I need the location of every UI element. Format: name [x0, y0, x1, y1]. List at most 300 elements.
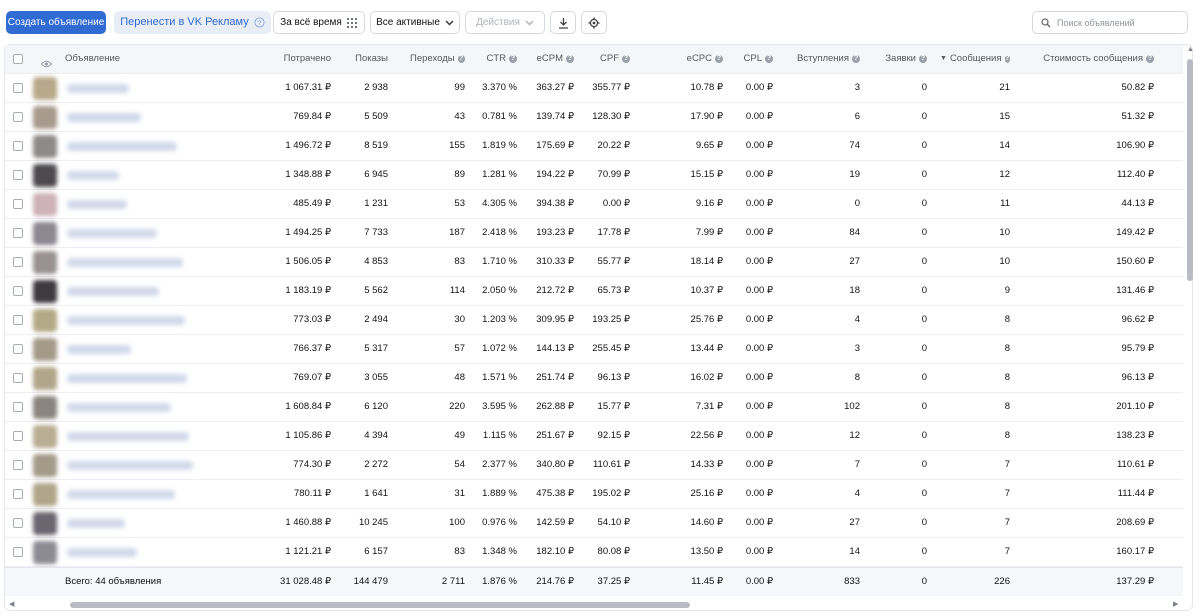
header-label: Объявление — [65, 53, 121, 64]
cell-col-ecpm: 394.38 ₽ — [536, 198, 574, 209]
ad-name-blurred[interactable] — [67, 548, 137, 557]
cell-col-impressions: 2 938 — [364, 82, 388, 93]
cell-col-messages: 14 — [999, 140, 1010, 151]
row-checkbox[interactable] — [13, 460, 23, 470]
cell-col-clicks: 57 — [454, 343, 465, 354]
cell-col-ctr: 2.050 % — [482, 285, 517, 296]
cell-col-messages: 7 — [1004, 546, 1010, 557]
download-icon — [558, 17, 569, 29]
scroll-right-arrow[interactable]: ▶ — [1173, 601, 1179, 608]
ad-thumbnail — [33, 106, 57, 129]
cell-col-impressions: 6 157 — [364, 546, 388, 557]
cell-col-ctr: 3.370 % — [482, 82, 517, 93]
cell-col-message-cost: 160.17 ₽ — [1116, 546, 1154, 557]
header-label: CPF — [600, 53, 619, 64]
svg-text:?: ? — [257, 19, 262, 27]
cell-col-cpl: 0.00 ₽ — [745, 169, 773, 180]
table-row[interactable] — [5, 219, 1183, 248]
help-icon[interactable]: ? — [920, 55, 926, 62]
ad-thumbnail — [33, 367, 57, 390]
cell-col-cpl: 0.00 ₽ — [745, 488, 773, 499]
row-checkbox[interactable] — [13, 315, 23, 325]
cell-col-ctr: 2.377 % — [482, 459, 517, 470]
ad-thumbnail — [33, 512, 57, 535]
cell-col-ecpc: 17.90 ₽ — [690, 111, 723, 122]
cell-col-cpf: 195.02 ₽ — [592, 488, 630, 499]
cell-col-cpl: 0.00 ₽ — [745, 401, 773, 412]
cell-col-message-cost: 138.23 ₽ — [1116, 430, 1154, 441]
cell-col-message-cost: 96.13 ₽ — [1121, 372, 1154, 383]
row-checkbox[interactable] — [13, 199, 23, 209]
footer-col-joins: 833 — [844, 576, 860, 587]
cell-col-impressions: 5 562 — [364, 285, 388, 296]
cell-col-joins: 0 — [854, 198, 860, 209]
table-row[interactable] — [5, 393, 1183, 422]
cell-col-ecpc: 25.16 ₽ — [690, 488, 723, 499]
move-to-vk-ads-label: Перенести в VK Рекламу — [120, 16, 249, 28]
cell-col-cpl: 0.00 ₽ — [745, 140, 773, 151]
help-circle-icon — [254, 17, 265, 28]
cell-col-ecpm: 212.72 ₽ — [536, 285, 574, 296]
cell-col-spent: 1 494.25 ₽ — [285, 227, 331, 238]
vertical-scrollbar[interactable] — [1187, 46, 1194, 608]
cell-col-cpf: 193.25 ₽ — [592, 314, 630, 325]
cell-col-messages: 10 — [999, 256, 1010, 267]
ad-thumbnail — [33, 454, 57, 477]
cell-col-ecpm: 262.88 ₽ — [536, 401, 574, 412]
footer-total-label: Всего: 44 объявления — [65, 576, 162, 587]
ad-thumbnail — [33, 338, 57, 361]
cell-col-clicks: 31 — [454, 488, 465, 499]
chevron-down-icon — [445, 20, 454, 26]
ad-thumbnail — [33, 222, 57, 245]
toolbar — [6, 11, 1196, 34]
status-filter-label: Все активные — [376, 17, 440, 28]
cell-col-ctr: 1.819 % — [482, 140, 517, 151]
ad-thumbnail — [33, 135, 57, 158]
cell-col-messages: 15 — [999, 111, 1010, 122]
cell-col-cpl: 0.00 ₽ — [745, 459, 773, 470]
table-row[interactable] — [5, 509, 1183, 538]
cell-col-ecpc: 22.56 ₽ — [690, 430, 723, 441]
ad-thumbnail — [33, 483, 57, 506]
header-col-message-cost[interactable] — [1040, 45, 1154, 73]
ad-name-blurred[interactable] — [67, 461, 193, 470]
actions-label: Действия — [476, 17, 520, 28]
search-icon — [1041, 18, 1051, 28]
search-box[interactable] — [1032, 11, 1188, 34]
cell-col-joins: 7 — [854, 459, 860, 470]
cell-col-message-cost: 150.60 ₽ — [1116, 256, 1154, 267]
cell-col-applications: 0 — [921, 256, 927, 267]
footer-col-applications: 0 — [921, 576, 927, 587]
cell-col-impressions: 2 272 — [364, 459, 388, 470]
cell-col-clicks: 54 — [454, 459, 465, 470]
cell-col-cpl: 0.00 ₽ — [745, 256, 773, 267]
footer-col-cpl: 0.00 ₽ — [745, 576, 773, 587]
header-col-clicks[interactable] — [410, 45, 465, 73]
ad-name-blurred[interactable] — [67, 171, 119, 180]
cell-col-messages: 8 — [1004, 430, 1010, 441]
cell-col-messages: 7 — [1004, 488, 1010, 499]
row-checkbox[interactable] — [13, 547, 23, 557]
cell-col-joins: 3 — [854, 82, 860, 93]
cell-col-ecpc: 14.33 ₽ — [690, 459, 723, 470]
cell-col-spent: 769.84 ₽ — [293, 111, 331, 122]
header-col-messages[interactable] — [940, 45, 1010, 73]
ad-thumbnail — [33, 193, 57, 216]
actions-dropdown[interactable] — [465, 11, 545, 34]
footer-col-message-cost: 137.29 ₽ — [1116, 576, 1154, 587]
cell-col-ctr: 4.305 % — [482, 198, 517, 209]
cell-col-ecpc: 16.02 ₽ — [690, 372, 723, 383]
create-ad-label: Создать объявление — [7, 17, 105, 28]
cell-col-messages: 7 — [1004, 517, 1010, 528]
ad-name-blurred[interactable] — [67, 84, 129, 93]
header-col-impressions[interactable] — [338, 45, 388, 73]
ad-thumbnail — [33, 164, 57, 187]
table-row[interactable] — [5, 364, 1183, 393]
cell-col-ecpm: 142.59 ₽ — [536, 517, 574, 528]
search-input[interactable] — [1057, 18, 1177, 28]
cell-col-spent: 780.11 ₽ — [293, 488, 331, 499]
cell-col-message-cost: 112.40 ₽ — [1116, 169, 1154, 180]
row-checkbox[interactable] — [13, 373, 23, 383]
header-col-ecpc[interactable] — [675, 45, 723, 73]
cell-col-spent: 766.37 ₽ — [293, 343, 331, 354]
horizontal-scroll-thumb[interactable] — [70, 602, 690, 608]
status-filter-select[interactable] — [370, 11, 460, 34]
cell-col-cpl: 0.00 ₽ — [745, 430, 773, 441]
cell-col-cpl: 0.00 ₽ — [745, 285, 773, 296]
cell-col-ctr: 0.781 % — [482, 111, 517, 122]
cell-col-spent: 1 496.72 ₽ — [285, 140, 331, 151]
cell-col-applications: 0 — [921, 169, 927, 180]
cell-col-spent: 1 608.84 ₽ — [285, 401, 331, 412]
cell-col-joins: 74 — [849, 140, 860, 151]
cell-col-impressions: 1 641 — [364, 488, 388, 499]
cell-col-messages: 9 — [1004, 285, 1010, 296]
ad-thumbnail — [33, 309, 57, 332]
sort-desc-icon[interactable]: ▼ — [940, 55, 947, 62]
cell-col-clicks: 49 — [454, 430, 465, 441]
cell-col-message-cost: 44.13 ₽ — [1121, 198, 1154, 209]
help-icon[interactable]: ? — [716, 55, 722, 62]
grid-icon — [347, 18, 358, 28]
table-row[interactable] — [5, 538, 1183, 567]
help-icon[interactable]: ? — [567, 55, 573, 62]
help-icon[interactable]: ? — [459, 55, 464, 62]
footer-col-ecpc: 11.45 ₽ — [691, 576, 723, 587]
cell-col-applications: 0 — [921, 488, 927, 499]
table-row[interactable] — [5, 74, 1183, 103]
cell-col-cpl: 0.00 ₽ — [745, 314, 773, 325]
cell-col-messages: 8 — [1004, 401, 1010, 412]
cell-col-cpl: 0.00 ₽ — [745, 82, 773, 93]
cell-col-cpf: 54.10 ₽ — [597, 517, 630, 528]
cell-col-messages: 11 — [1000, 198, 1010, 209]
table-row[interactable] — [5, 103, 1183, 132]
ad-thumbnail — [33, 251, 57, 274]
ad-name-blurred[interactable] — [67, 374, 187, 383]
cell-col-impressions: 8 519 — [364, 140, 388, 151]
cell-col-clicks: 30 — [454, 314, 465, 325]
footer-col-ctr: 1.876 % — [482, 576, 517, 587]
download-button[interactable] — [550, 11, 576, 34]
cell-col-impressions: 1 231 — [364, 198, 388, 209]
cell-col-cpf: 255.45 ₽ — [592, 343, 630, 354]
cell-col-spent: 485.49 ₽ — [293, 198, 331, 209]
cell-col-clicks: 220 — [449, 401, 465, 412]
cell-col-ctr: 1.710 % — [482, 256, 517, 267]
cell-col-cpf: 65.73 ₽ — [597, 285, 630, 296]
header-col-joins[interactable] — [795, 45, 860, 73]
vertical-scroll-thumb[interactable] — [1187, 59, 1193, 281]
cell-col-applications: 0 — [921, 372, 927, 383]
cell-col-messages: 21 — [999, 82, 1010, 93]
row-checkbox[interactable] — [13, 170, 23, 180]
cell-col-ecpc: 13.50 ₽ — [690, 546, 723, 557]
row-checkbox[interactable] — [13, 489, 23, 499]
cell-col-ecpc: 7.99 ₽ — [695, 227, 723, 238]
cell-col-impressions: 5 509 — [364, 111, 388, 122]
cell-col-joins: 84 — [849, 227, 860, 238]
cell-col-ecpm: 363.27 ₽ — [536, 82, 574, 93]
header-label: CTR — [486, 53, 506, 64]
cell-col-cpf: 96.13 ₽ — [597, 372, 630, 383]
header-label: CPL — [743, 53, 762, 64]
cell-col-messages: 7 — [1004, 459, 1010, 470]
cell-col-ecpc: 13.44 ₽ — [690, 343, 723, 354]
footer-col-ecpm: 214.76 ₽ — [536, 576, 574, 587]
cell-col-impressions: 4 853 — [364, 256, 388, 267]
header-col-ecpm[interactable] — [520, 45, 574, 73]
cell-col-clicks: 83 — [454, 256, 465, 267]
cell-col-ecpm: 475.38 ₽ — [536, 488, 574, 499]
cell-col-clicks: 89 — [454, 169, 465, 180]
cell-col-joins: 19 — [849, 169, 860, 180]
cell-col-impressions: 5 317 — [364, 343, 388, 354]
move-to-vk-ads-button[interactable] — [114, 11, 271, 34]
cell-col-impressions: 6 120 — [364, 401, 388, 412]
header-col-cpf[interactable] — [580, 45, 630, 73]
cell-col-cpl: 0.00 ₽ — [745, 517, 773, 528]
cell-col-message-cost: 110.61 ₽ — [1116, 459, 1154, 470]
header-label: Сообщения — [949, 53, 1002, 64]
cell-col-applications: 0 — [921, 314, 927, 325]
ad-name-blurred[interactable] — [67, 200, 127, 209]
cell-col-joins: 4 — [854, 488, 860, 499]
help-icon[interactable]: ? — [1005, 55, 1010, 62]
cell-col-messages: 12 — [999, 169, 1010, 180]
create-ad-button[interactable] — [6, 11, 106, 34]
help-icon[interactable]: ? — [623, 55, 629, 62]
cell-col-messages: 10 — [999, 227, 1010, 238]
cell-col-message-cost: 208.69 ₽ — [1116, 517, 1154, 528]
cell-col-ecpm: 309.95 ₽ — [536, 314, 574, 325]
cell-col-clicks: 83 — [454, 546, 465, 557]
ad-name-blurred[interactable] — [67, 490, 175, 499]
row-checkbox[interactable] — [13, 344, 23, 354]
cell-col-ecpc: 7.31 ₽ — [695, 401, 723, 412]
cell-col-joins: 27 — [849, 256, 860, 267]
cell-col-message-cost: 95.79 ₽ — [1121, 343, 1154, 354]
row-checkbox[interactable] — [13, 112, 23, 122]
cell-col-spent: 773.03 ₽ — [293, 314, 331, 325]
ad-thumbnail — [33, 280, 57, 303]
select-all-checkbox[interactable] — [13, 54, 23, 64]
table-row[interactable] — [5, 480, 1183, 509]
cell-col-applications: 0 — [921, 285, 927, 296]
help-icon[interactable]: ? — [853, 55, 859, 62]
cell-col-cpf: 15.77 ₽ — [597, 401, 630, 412]
header-label: Заявки — [885, 53, 916, 64]
footer-col-messages: 226 — [994, 576, 1010, 587]
ad-name-blurred[interactable] — [67, 287, 159, 296]
table-row[interactable] — [5, 161, 1183, 190]
header-col-applications[interactable] — [875, 45, 927, 73]
header-col-ad[interactable] — [65, 45, 205, 73]
cell-col-cpf: 92.15 ₽ — [597, 430, 630, 441]
table-row[interactable] — [5, 277, 1183, 306]
scroll-left-arrow[interactable]: ◀ — [9, 601, 15, 608]
cell-col-impressions: 6 945 — [364, 169, 388, 180]
help-icon[interactable]: ? — [510, 55, 516, 62]
footer-col-clicks: 2 711 — [441, 576, 465, 587]
cell-col-spent: 1 183.19 ₽ — [285, 285, 331, 296]
cell-col-cpf: 110.61 ₽ — [592, 459, 630, 470]
table-row[interactable] — [5, 248, 1183, 277]
cell-col-cpl: 0.00 ₽ — [745, 227, 773, 238]
cell-col-cpf: 80.08 ₽ — [597, 546, 630, 557]
table-row[interactable] — [5, 451, 1183, 480]
cell-col-ecpm: 182.10 ₽ — [536, 546, 574, 557]
row-checkbox[interactable] — [13, 402, 23, 412]
cell-col-spent: 1 506.05 ₽ — [285, 256, 331, 267]
cell-col-impressions: 3 055 — [364, 372, 388, 383]
row-checkbox[interactable] — [13, 518, 23, 528]
cell-col-spent: 1 121.21 ₽ — [285, 546, 331, 557]
ad-name-blurred[interactable] — [67, 113, 141, 122]
cell-col-cpf: 70.99 ₽ — [597, 169, 630, 180]
cell-col-spent: 1 460.88 ₽ — [285, 517, 331, 528]
cell-col-ecpm: 194.22 ₽ — [536, 169, 574, 180]
table-row[interactable] — [5, 306, 1183, 335]
cell-col-cpl: 0.00 ₽ — [745, 343, 773, 354]
cell-col-ctr: 1.115 % — [482, 430, 517, 441]
table-row[interactable] — [5, 190, 1183, 219]
cell-col-joins: 8 — [854, 372, 860, 383]
period-label: За всё время — [280, 17, 342, 28]
cell-col-cpl: 0.00 ₽ — [745, 546, 773, 557]
cell-col-cpf: 17.78 ₽ — [597, 227, 630, 238]
cell-col-ecpc: 15.15 ₽ — [690, 169, 723, 180]
cell-col-ctr: 3.595 % — [482, 401, 517, 412]
cell-col-applications: 0 — [921, 517, 927, 528]
cell-col-ecpm: 175.69 ₽ — [536, 140, 574, 151]
scroll-up-arrow[interactable]: ▲ — [1187, 46, 1194, 53]
ad-name-blurred[interactable] — [67, 432, 189, 441]
cell-col-cpf: 355.77 ₽ — [592, 82, 630, 93]
cell-col-ecpm: 193.23 ₽ — [536, 227, 574, 238]
cell-col-ecpm: 139.74 ₽ — [536, 111, 574, 122]
ad-thumbnail — [33, 541, 57, 564]
table-row[interactable] — [5, 422, 1183, 451]
eye-icon[interactable] — [41, 55, 52, 73]
cell-col-applications: 0 — [921, 343, 927, 354]
cell-col-applications: 0 — [921, 198, 927, 209]
ad-name-blurred[interactable] — [67, 229, 157, 238]
ad-name-blurred[interactable] — [67, 345, 131, 354]
cell-col-ctr: 1.889 % — [482, 488, 517, 499]
cell-col-applications: 0 — [921, 401, 927, 412]
ad-name-blurred[interactable] — [67, 142, 177, 151]
cell-col-applications: 0 — [921, 227, 927, 238]
ad-name-blurred[interactable] — [67, 403, 171, 412]
row-checkbox[interactable] — [13, 286, 23, 296]
cell-col-message-cost: 106.90 ₽ — [1116, 140, 1154, 151]
header-label: eCPM — [536, 53, 563, 64]
cell-col-cpf: 128.30 ₽ — [592, 111, 630, 122]
ad-name-blurred[interactable] — [67, 258, 183, 267]
row-checkbox[interactable] — [13, 257, 23, 267]
settings-button[interactable] — [581, 11, 607, 34]
cell-col-joins: 4 — [854, 314, 860, 325]
cell-col-spent: 769.07 ₽ — [293, 372, 331, 383]
cell-col-impressions: 10 245 — [358, 517, 388, 528]
row-checkbox[interactable] — [13, 83, 23, 93]
help-icon[interactable]: ? — [1147, 55, 1153, 62]
help-icon[interactable]: ? — [766, 55, 772, 62]
cell-col-cpf: 0.00 ₽ — [602, 198, 630, 209]
row-checkbox[interactable] — [13, 228, 23, 238]
cell-col-clicks: 99 — [454, 82, 465, 93]
period-select[interactable] — [273, 11, 365, 34]
cell-col-cpl: 0.00 ₽ — [745, 372, 773, 383]
cell-col-impressions: 4 394 — [364, 430, 388, 441]
ad-thumbnail — [33, 396, 57, 419]
cell-col-spent: 1 348.88 ₽ — [285, 169, 331, 180]
table-row[interactable] — [5, 132, 1183, 161]
cell-col-message-cost: 51.32 ₽ — [1121, 111, 1154, 122]
cell-col-applications: 0 — [921, 111, 927, 122]
cell-col-applications: 0 — [921, 82, 927, 93]
ad-name-blurred[interactable] — [67, 519, 125, 528]
header-label: eCPC — [686, 53, 712, 64]
header-label: Потрачено — [283, 53, 331, 64]
header-col-cpl[interactable] — [735, 45, 773, 73]
header-col-ctr[interactable] — [475, 45, 517, 73]
cell-col-cpl: 0.00 ₽ — [745, 111, 773, 122]
cell-col-ctr: 1.203 % — [482, 314, 517, 325]
cell-col-spent: 774.30 ₽ — [293, 459, 331, 470]
cell-col-cpl: 0.00 ₽ — [745, 198, 773, 209]
cell-col-clicks: 114 — [449, 285, 465, 296]
row-checkbox[interactable] — [13, 141, 23, 151]
cell-col-joins: 18 — [849, 285, 860, 296]
cell-col-ecpc: 25.76 ₽ — [690, 314, 723, 325]
ad-name-blurred[interactable] — [67, 316, 185, 325]
footer-col-spent: 31 028.48 ₽ — [280, 576, 331, 587]
cell-col-ecpm: 251.67 ₽ — [536, 430, 574, 441]
cell-col-applications: 0 — [921, 140, 927, 151]
table-row[interactable] — [5, 335, 1183, 364]
cell-col-messages: 8 — [1004, 343, 1010, 354]
header-col-spent[interactable] — [273, 45, 331, 73]
cell-col-joins: 3 — [854, 343, 860, 354]
row-checkbox[interactable] — [13, 431, 23, 441]
cell-col-clicks: 155 — [449, 140, 465, 151]
